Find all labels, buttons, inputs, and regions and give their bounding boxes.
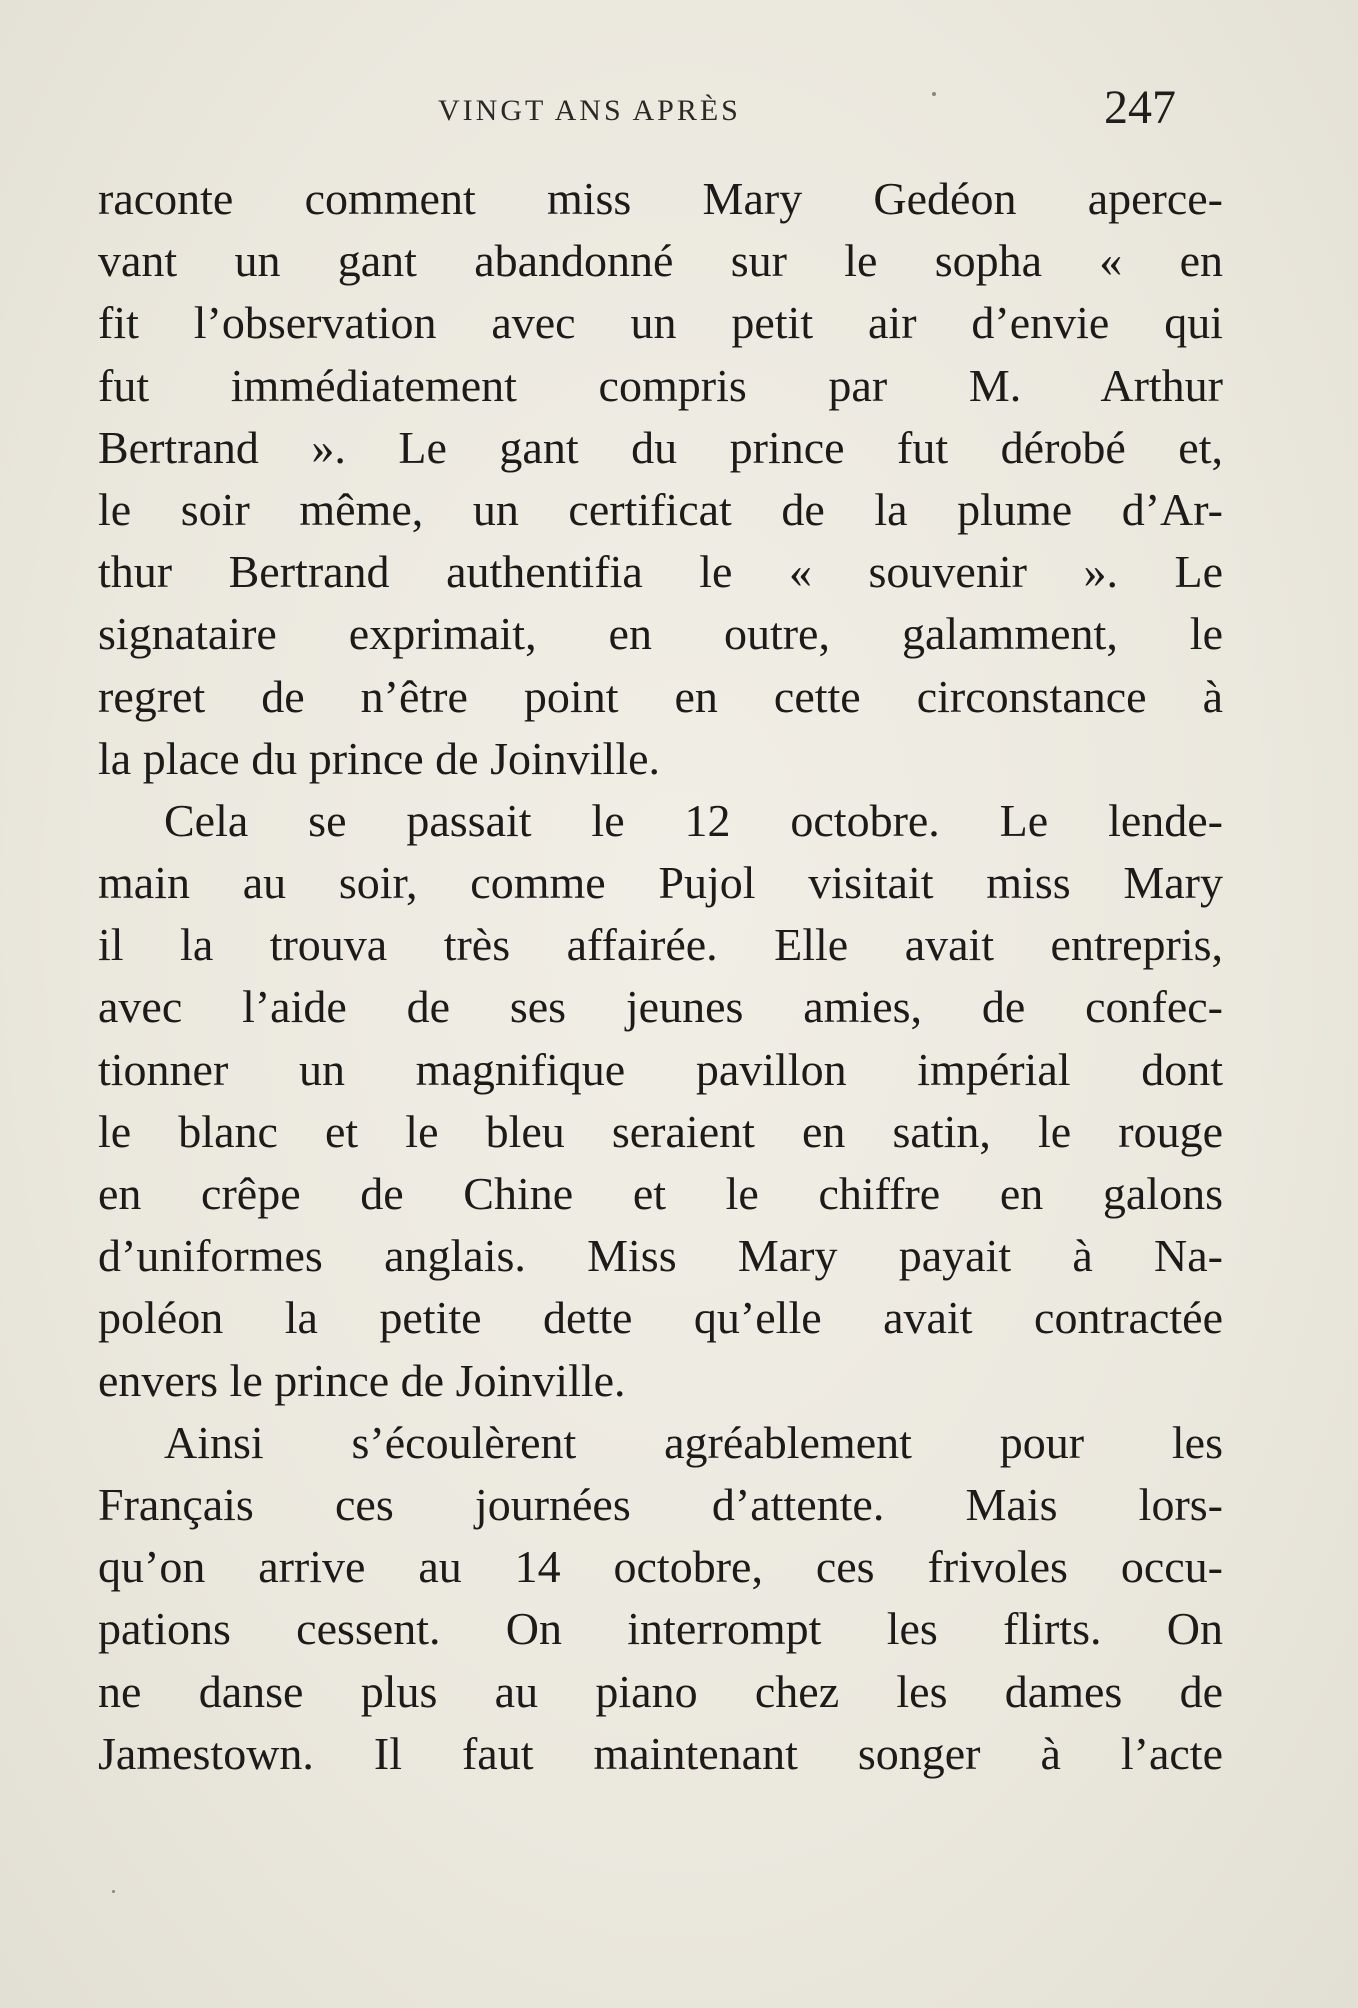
paragraph-2 bbox=[98, 790, 1223, 1412]
text-line: tionner un magnifique pavillon impérial dont bbox=[98, 1043, 1223, 1095]
paragraph-1 bbox=[98, 168, 1223, 790]
text-line: avec l’aide de ses jeunes amies, de confec- bbox=[98, 981, 1223, 1033]
running-title: VINGT ANS APRÈS bbox=[438, 94, 741, 127]
text-line: poléon la petite dette qu’elle avait contractée bbox=[98, 1292, 1223, 1344]
text-line: ne danse plus au piano chez les dames de bbox=[98, 1665, 1223, 1717]
text-line: il la trouva très affairée. Elle avait entrepris, bbox=[98, 919, 1223, 971]
text-line: qu’on arrive au 14 octobre, ces frivoles occu- bbox=[98, 1541, 1223, 1593]
text-line: Jamestown. Il faut maintenant songer à l’acte bbox=[98, 1727, 1223, 1779]
body-text bbox=[98, 168, 1223, 1785]
text-line: regret de n’être point en cette circonstance à bbox=[98, 670, 1223, 722]
text-line: le soir même, un certificat de la plume d’Ar- bbox=[98, 483, 1223, 535]
text-line: main au soir, comme Pujol visitait miss Mary bbox=[98, 857, 1223, 909]
paragraph-3 bbox=[98, 1412, 1223, 1785]
text-line: Français ces journées d’attente. Mais lors- bbox=[98, 1478, 1223, 1530]
page-number: 247 bbox=[1104, 81, 1176, 134]
text-line: fut immédiatement compris par M. Arthur bbox=[98, 359, 1223, 411]
text-line: en crêpe de Chine et le chiffre en galons bbox=[98, 1168, 1223, 1219]
running-head bbox=[0, 81, 1358, 148]
paper-speck bbox=[112, 1890, 115, 1893]
text-line: Bertrand ». Le gant du prince fut dérobé et, bbox=[98, 421, 1223, 473]
text-line: envers le prince de Joinville. bbox=[98, 1354, 626, 1406]
text-line: Cela se passait le 12 octobre. Le lende- bbox=[164, 794, 1223, 846]
text-line: thur Bertrand authentifia le « souvenir ». Le bbox=[98, 546, 1223, 598]
text-line: d’uniformes anglais. Miss Mary payait à Na- bbox=[98, 1230, 1223, 1282]
text-line: Ainsi s’écoulèrent agréablement pour les bbox=[164, 1416, 1223, 1468]
text-line: le blanc et le bleu seraient en satin, le rouge bbox=[98, 1105, 1223, 1157]
text-line: fit l’observation avec un petit air d’envie qui bbox=[98, 297, 1223, 349]
text-line: raconte comment miss Mary Gedéon aperce- bbox=[98, 173, 1223, 224]
text-line: la place du prince de Joinville. bbox=[98, 732, 661, 784]
text-line: vant un gant abandonné sur le sopha « en bbox=[98, 235, 1223, 287]
text-line: signataire exprimait, en outre, galamment, le bbox=[98, 608, 1223, 660]
paper-speck bbox=[932, 92, 936, 96]
text-line: pations cessent. On interrompt les flirts. On bbox=[98, 1603, 1223, 1655]
